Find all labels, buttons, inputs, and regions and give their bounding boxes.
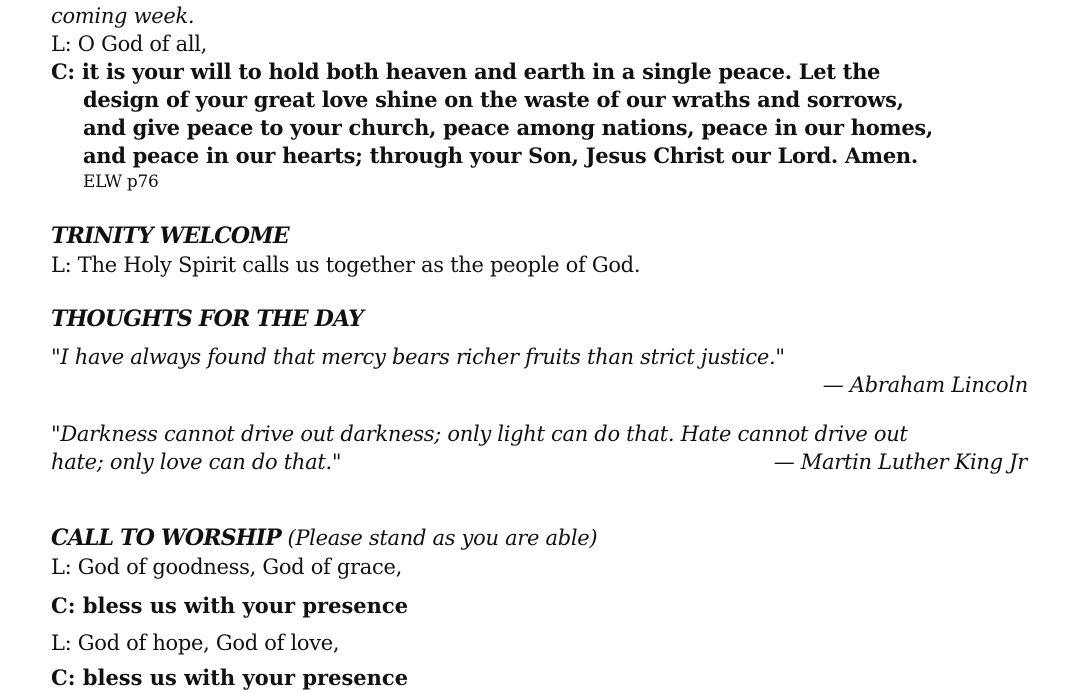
congregation-line-1: C: it is your will to hold both heaven and earth in a single peace. Let the	[51, 59, 881, 84]
congregation-line-4: and peace in our hearts; through your Son, Jesus Christ our Lord. Amen.	[83, 143, 918, 168]
congregation-line-2: design of your great love shine on the waste of our wraths and sorrows,	[83, 87, 904, 112]
lincoln-attribution: — Abraham Lincoln	[822, 373, 1028, 397]
call-to-worship-heading: CALL TO WORSHIP	[51, 525, 282, 551]
thoughts-heading: THOUGHTS FOR THE DAY	[51, 306, 364, 332]
congregation-line-3: and give peace to your church, peace among nations, peace in our homes,	[83, 115, 933, 140]
trinity-welcome-heading: TRINITY WELCOME	[51, 223, 289, 249]
prayer-fragment-line: coming week.	[51, 4, 195, 28]
call-congregation-line-2: C: bless us with your presence	[51, 665, 409, 690]
call-congregation-line-1: C: bless us with your presence	[51, 593, 409, 618]
call-leader-line-2: L: God of hope, God of love,	[51, 631, 340, 655]
call-leader-line-1: L: God of goodness, God of grace,	[51, 555, 402, 579]
stand-instruction: (Please stand as you are able)	[287, 526, 598, 550]
king-attribution: — Martin Luther King Jr	[773, 450, 1027, 474]
lincoln-quote: "I have always found that mercy bears richer fruits than strict justice."	[51, 345, 785, 369]
king-quote-line-1: "Darkness cannot drive out darkness; only light can do that. Hate cannot drive out	[51, 422, 908, 446]
leader-line-god-of-all: L: O God of all,	[51, 32, 208, 56]
trinity-welcome-leader-line: L: The Holy Spirit calls us together as the people of God.	[51, 253, 641, 277]
king-quote-line-2: hate; only love can do that."	[51, 450, 342, 474]
elw-reference: ELW p76	[83, 172, 159, 192]
call-to-worship-heading-line	[51, 524, 597, 552]
